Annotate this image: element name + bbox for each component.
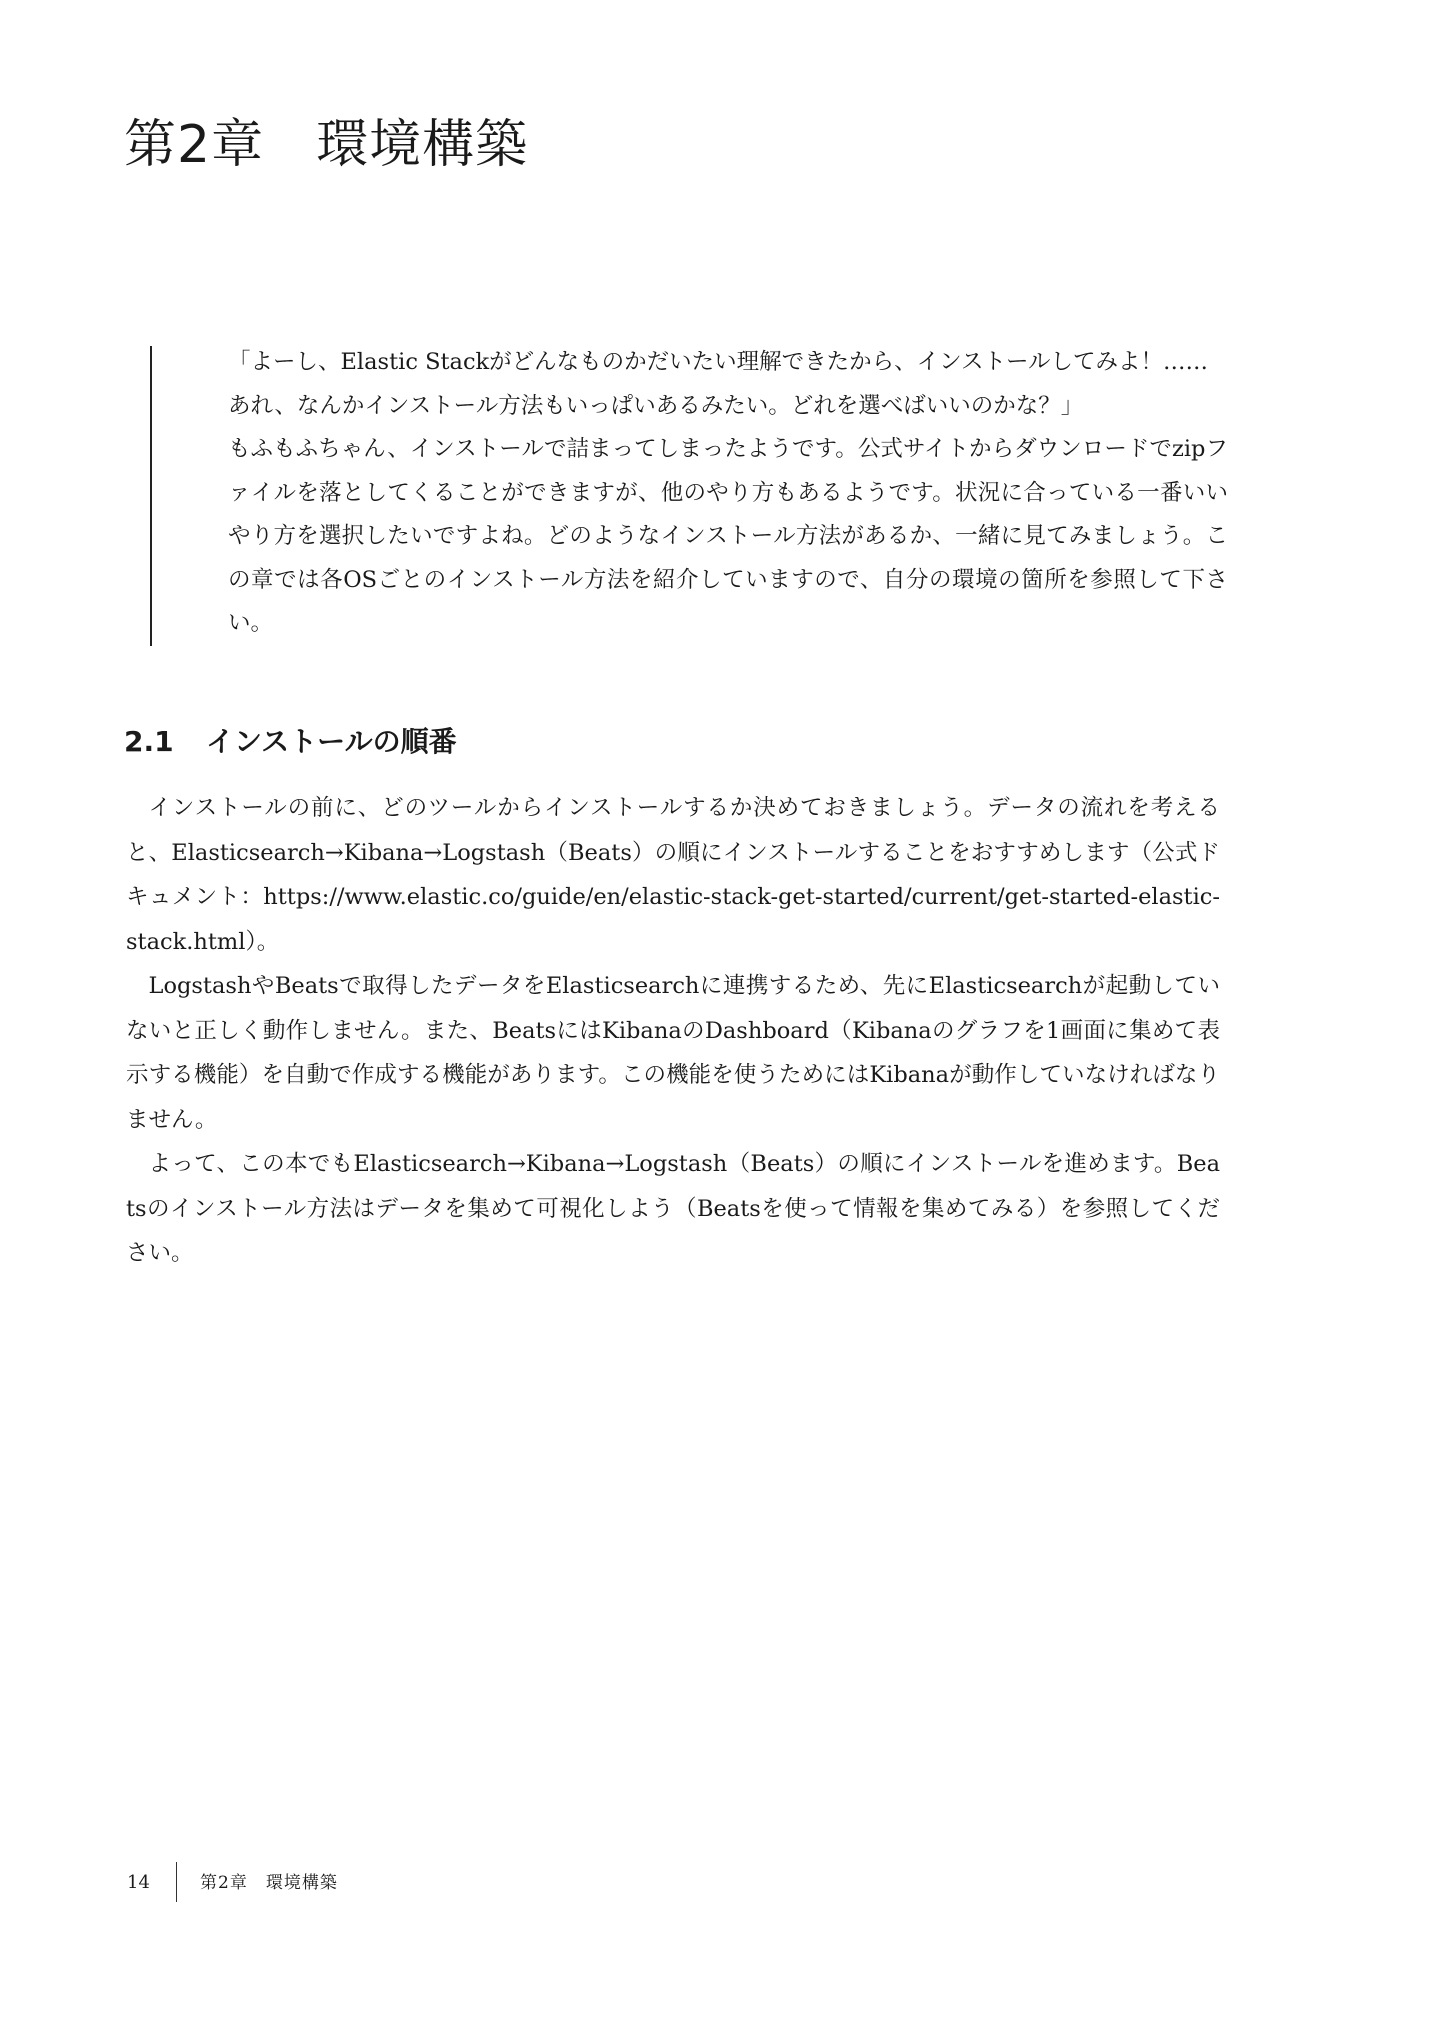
chapter-title: [124, 108, 528, 182]
page-footer: [124, 1862, 724, 1902]
section-heading: [124, 722, 457, 762]
intro-quote-block: [150, 346, 1230, 648]
intro-line-1: 「よーし、Elastic Stackがどんなものかだいたい理解できたから、インストールしてみよ！……: [228, 349, 1209, 375]
running-head: 第2章 環境構築: [200, 1873, 338, 1893]
intro-line-3: もふもふちゃん、インストールで詰まってしまったようです。公式サイトからダウンロードでzipファイルを落としてくることができますが、他のやり方もあるようです。状況に合っている一番いいやり方を選択したいですよね。どのようなインストール方法があるか、一緒に見てみましょう。この章では各OSごとのインストール方法を紹介していますので、自分の環境の箇所を参照して下さい。: [228, 436, 1228, 636]
body-paragraph-2: LogstashやBeatsで取得したデータをElasticsearchに連携するため、先にElasticsearchが起動していないと正しく動作しません。また、BeatsにはKibanaのDashboard（Kibanaのグラフを1画面に集めて表示する機能）を自動で作成する機能があります。この機能を使うためにはKibanaが動作していなければなりません。: [126, 973, 1220, 1133]
section-body: [126, 786, 1220, 1276]
body-paragraph-1: インストールの前に、どのツールからインストールするか決めておきましょう。データの流れを考えると、Elasticsearch→Kibana→Logstash（Beats）の順にインストールすることをおすすめします（公式ドキュメント：https://www.elastic.co/guide/en/elastic-stack-get-started/current/get-started-elastic-stack.html）。: [126, 795, 1220, 955]
body-paragraph-3: よって、この本でもElasticsearch→Kibana→Logstash（Beats）の順にインストールを進めます。Beatsのインストール方法はデータを集めて可視化しよう（Beatsを使って情報を集めてみる）を参照してください。: [126, 1151, 1220, 1266]
page-number: 14: [127, 1872, 150, 1893]
section-number: 2.1: [124, 725, 174, 758]
chapter-label: 第2章: [124, 115, 265, 175]
section-title: インストールの順番: [206, 725, 457, 758]
footer-divider: [176, 1862, 177, 1902]
intro-text: [228, 341, 1228, 646]
intro-line-2: あれ、なんかインストール方法もいっぱいあるみたい。どれを選べばいいのかな？」: [228, 392, 1084, 419]
intro-vertical-bar: [150, 346, 152, 646]
chapter-title-text: 環境構築: [316, 115, 529, 175]
